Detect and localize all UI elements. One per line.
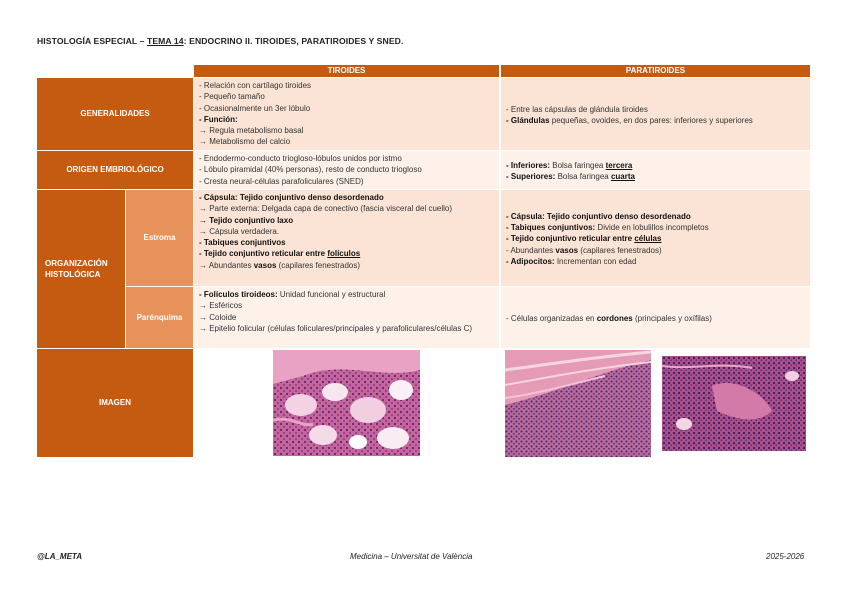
- row-label-parenquima: Parénquima: [126, 287, 193, 348]
- generalidades-tiroides: - Relación con cartílago tiroides - Pequeño tamaño - Ocasionalmente un 3er lóbulo - Función: → Regula metabolismo basal → Metabolismo del calcio: [194, 78, 499, 150]
- row-label-origen: ORIGEN EMBRIOLÓGICO: [37, 151, 193, 189]
- parenquima-tiroides: - Folículos tiroideos: Unidad funcional y estructural → Esféricos → Coloide → Epitelio folicular (células foliculares/principales y parafoliculares/células C): [194, 287, 499, 348]
- row-label-estroma: Estroma: [126, 190, 193, 286]
- footer-institution: Medicina – Universitat de València: [350, 552, 473, 561]
- row-label-imagen: IMAGEN: [37, 349, 193, 457]
- origen-tiroides: - Endodermo-conducto triogloso-lóbulos unidos por istmo - Lóbulo piramidal (40% personas), resto de conducto triogloso - Cresta neural-células parafoliculares (SNED): [194, 151, 499, 189]
- row-label-generalidades: GENERALIDADES: [37, 78, 193, 150]
- footer-author: @LA_META: [37, 552, 82, 561]
- row-label-organizacion: ORGANIZACIÓN HISTOLÓGICA: [37, 190, 125, 348]
- parenquima-paratiroides: - Células organizadas en cordones (principales y oxífilas): [501, 287, 810, 348]
- parathyroid-histology-image-2: [662, 356, 806, 451]
- document-title: HISTOLOGÍA ESPECIAL – TEMA 14: ENDOCRINO II. TIROIDES, PARATIROIDES Y SNED.: [37, 36, 404, 46]
- generalidades-paratiroides: - Entre las cápsulas de glándula tiroides - Glándulas pequeñas, ovoides, en dos pares: inferiores y superiores: [501, 78, 810, 150]
- imagen-background-right: [651, 349, 662, 457]
- column-header-paratiroides: PARATIROIDES: [501, 65, 810, 77]
- estroma-paratiroides: - Cápsula: Tejido conjuntivo denso desordenado - Tabiques conjuntivos: Divide en lobulillos incompletos - Tejido conjuntivo reticular entre células - Abundantes vasos (capilares fenestrados) - Adipocitos: Incrementan con edad: [501, 190, 810, 286]
- footer-year: 2025-2026: [766, 552, 805, 561]
- thyroid-histology-image: [273, 350, 420, 456]
- parathyroid-histology-image-1: [505, 350, 651, 457]
- origen-paratiroides: - Inferiores: Bolsa faringea tercera - Superiores: Bolsa faringea cuarta: [501, 151, 810, 189]
- estroma-tiroides: - Cápsula: Tejido conjuntivo denso desordenado → Parte externa: Delgada capa de conectivo (fascia visceral del cuello) → Tejido conjuntivo laxo → Cápsula verdadera. - Tabiques conjuntivos - Tejido conjuntivo reticular entre folículos → Abundantes vasos (capilares fenestrados): [194, 190, 499, 286]
- column-header-tiroides: TIROIDES: [194, 65, 499, 77]
